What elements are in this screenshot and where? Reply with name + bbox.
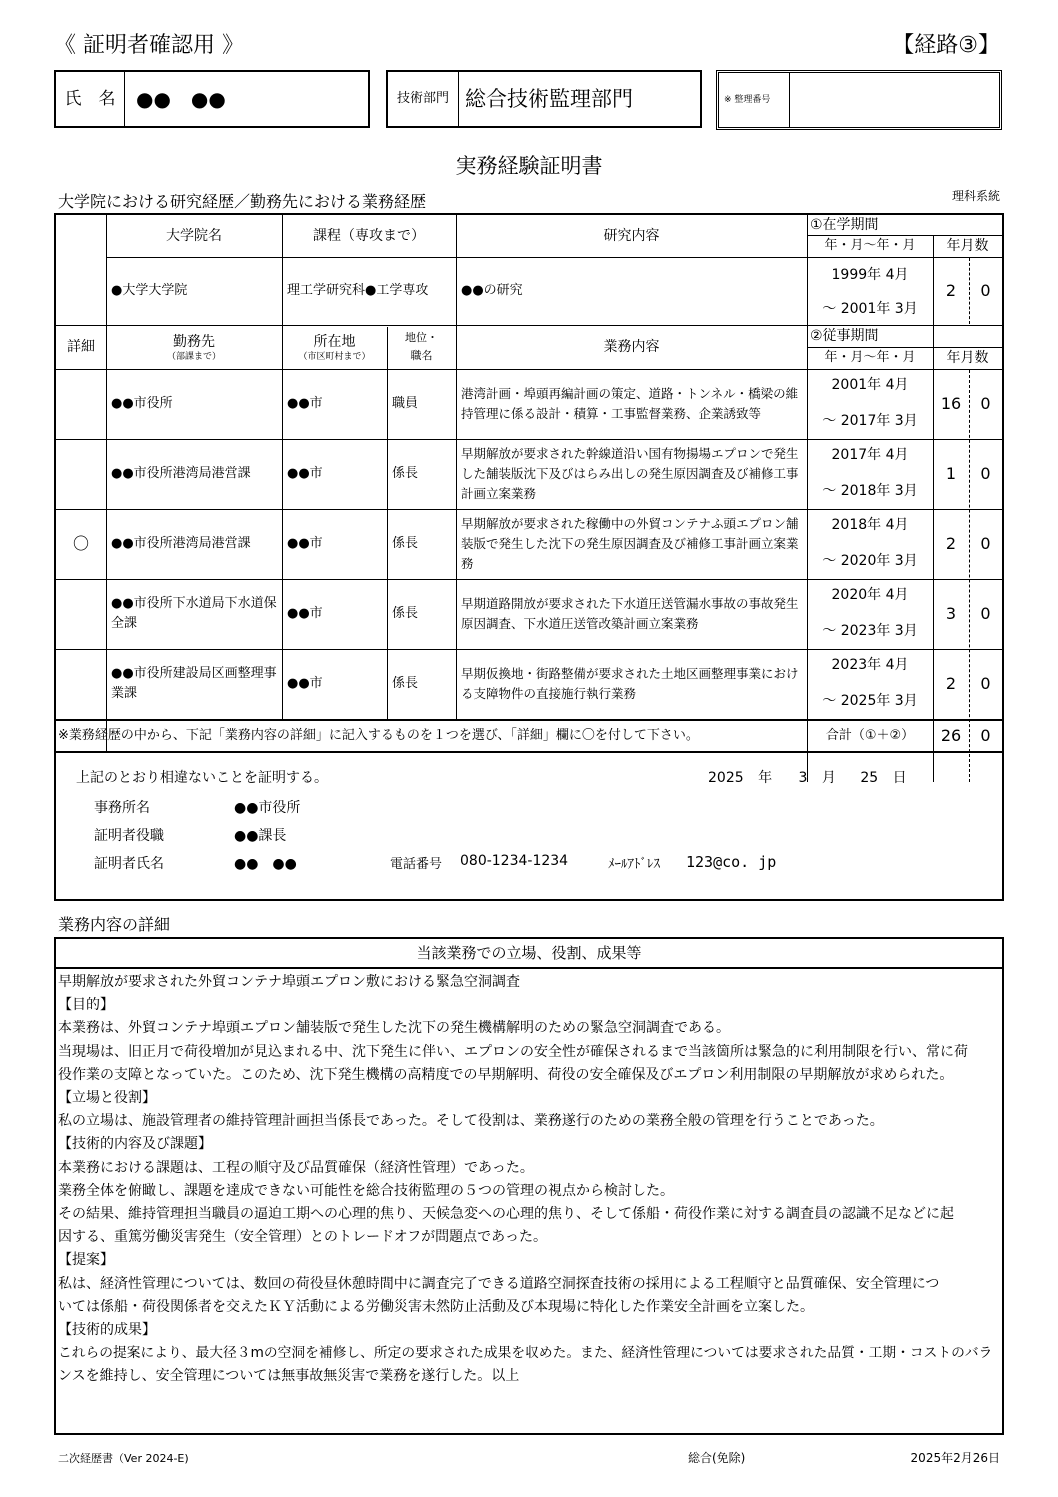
detail-line: ンスを維持し、安全管理については無事故無災害で業務を遂行した。以上 (58, 1368, 520, 1385)
work-row-position: 係長 (392, 676, 419, 691)
ref-box (716, 70, 1002, 130)
cert-office-value: ●●市役所 (234, 800, 301, 816)
univ-school: ●大学大学院 (111, 283, 188, 298)
univ-research: ●●の研究 (461, 283, 523, 298)
cert-name-value: ●● ●● (234, 856, 297, 872)
work-row-mark[interactable] (56, 439, 106, 509)
work-row-employer: ●●市役所建設局区画整理事業課 (111, 666, 277, 701)
cert-phone-value: 080-1234-1234 (460, 853, 569, 869)
footer-category: 総合(免除) (688, 1451, 746, 1465)
univ-period-title: ①在学期間 (810, 217, 879, 233)
detail-line: いては係船・荷役関係者を交えたＫＹ活動による労働災害未然防止活動及び本現場に特化した作業安全計画を立案した。 (58, 1298, 814, 1315)
work-row-months: 0 (980, 394, 991, 413)
work-row-to: ～ 2020年 3月 (822, 553, 918, 569)
footer-date: 2025年2月26日 (910, 1451, 1000, 1465)
work-row-months: 0 (980, 604, 991, 623)
work-location-header (282, 327, 387, 367)
work-row-content: 早期解放が要求された稼働中の外貿コンテナふ頭エプロン舗装版で発生した沈下の発生原因調査及び補修工事計画立案業務 (461, 516, 799, 571)
work-row-years: 2 (945, 534, 957, 553)
work-row-employer: ●●市役所港湾局港営課 (111, 466, 251, 481)
detail-line: 【立場と役割】 (58, 1090, 156, 1107)
field-type: 理科系統 (951, 189, 1000, 203)
work-row-employer: ●●市役所 (111, 396, 173, 411)
detail-line: 【目的】 (58, 997, 114, 1014)
work-row-position: 係長 (392, 606, 419, 621)
work-row-1 (56, 369, 1002, 439)
univ-from: 1999年 4月 (831, 267, 909, 283)
work-employer-label: 勤務先 (173, 333, 215, 350)
career-table (54, 213, 1004, 901)
work-row-mark[interactable] (56, 579, 106, 649)
work-row-location: ●●市 (287, 606, 323, 621)
cert-date-year-unit: 年 (758, 770, 773, 786)
work-location-note: （市区町村まで） (298, 351, 371, 362)
detail-line: 当現場は、旧正月で荷役増加が見込まれる中、沈下発生に伴い、エプロンの安全性が確保されるまで当該箇所は緊急的に利用制限を行い、常に荷 (58, 1043, 968, 1060)
work-period-title: ②従事期間 (810, 328, 879, 344)
univ-months: 0 (980, 281, 991, 300)
header-right-title: 【経路③】 (892, 33, 1000, 58)
work-row-from: 2001年 4月 (831, 377, 909, 393)
work-employer-header (106, 327, 282, 367)
cert-phone-label: 電話番号 (390, 857, 443, 872)
cert-date-day-unit: 日 (892, 770, 907, 786)
work-row-location: ●●市 (287, 536, 323, 551)
cert-role-value: ●●課長 (234, 828, 287, 844)
cert-mail-value: 123@co. jp (686, 853, 777, 871)
work-row-from: 2018年 4月 (831, 517, 909, 533)
work-employer-note: （部課まで） (166, 351, 221, 362)
cert-name-label: 証明者氏名 (94, 856, 164, 872)
name-box (54, 70, 370, 128)
work-position-header: 地位・ 職名 (405, 331, 438, 362)
work-row-months: 0 (980, 534, 991, 553)
univ-course-header: 課程（専攻まで） (313, 228, 425, 244)
work-row-from: 2020年 4月 (831, 587, 909, 603)
detail-line: 【技術的内容及び課題】 (58, 1136, 212, 1153)
work-row-months: 0 (980, 674, 991, 693)
detail-line: 本業務は、外貿コンテナ埠頭エプロン舗装版で発生した沈下の発生機構解明のための緊急空洞調査である。 (58, 1020, 730, 1037)
detail-line: 早期解放が要求された外貿コンテナ埠頭エプロン敷における緊急空洞調査 (58, 974, 520, 990)
detail-section-title: 業務内容の詳細 (58, 915, 171, 934)
work-row-content: 港湾計画・埠頭再編計画の策定、道路・トンネル・橋梁の維持管理に係る設計・積算・工事監督業務、企業誘致等 (461, 386, 799, 421)
section-title: 大学院における研究経歴／勤務先における業務経歴 (58, 192, 427, 211)
ref-label: ※ 整理番号 (724, 95, 771, 105)
dept-box (386, 70, 702, 128)
cert-date-month: 3 (798, 770, 808, 786)
cert-statement: 上記のとおり相違ないことを証明する。 (76, 770, 328, 786)
work-years-label: 年月数 (946, 350, 989, 366)
univ-to: ～ 2001年 3月 (822, 301, 918, 317)
work-row-mark[interactable] (56, 649, 106, 719)
detail-line: その結果、維持管理担当職員の逼迫工期への心理的焦り、天候急変への心理的焦り、そして係船・荷役作業に対する調査員の認識不足などに起 (58, 1206, 954, 1223)
detail-body (58, 971, 998, 1389)
univ-years-label: 年月数 (946, 238, 989, 254)
work-row-content: 早期仮換地・街路整備が要求された土地区画整理事業における支障物件の直接施行執行業務 (461, 666, 799, 701)
detail-line: 【提案】 (58, 1252, 114, 1269)
dept-label: 技術部門 (396, 91, 449, 106)
work-row-location: ●●市 (287, 676, 323, 691)
work-row-mark[interactable] (56, 369, 106, 439)
total-label: 合計（①＋②） (825, 728, 915, 743)
document-title: 実務経験証明書 (455, 154, 603, 178)
name-value: ●● ●● (136, 87, 226, 111)
detail-box (54, 937, 1004, 1435)
work-row-to: ～ 2018年 3月 (822, 483, 918, 499)
univ-school-header: 大学院名 (166, 228, 222, 244)
work-row-2 (56, 439, 1002, 509)
work-row-to: ～ 2023年 3月 (822, 623, 918, 639)
cert-date-day: 25 (860, 770, 879, 786)
total-months: 0 (980, 726, 991, 745)
work-content-header: 業務内容 (603, 339, 660, 355)
detail-line: これらの提案により、最大径３mの空洞を補修し、所定の要求された成果を収めた。また、経済性管理については要求された品質・工期・コストのバラ (58, 1345, 993, 1362)
work-row-employer: ●●市役所港湾局港営課 (111, 536, 251, 551)
work-row-to: ～ 2025年 3月 (822, 693, 918, 709)
detail-line: 業務全体を俯瞰し、課題を達成できない可能性を総合技術監理の５つの管理の視点から検討した。 (58, 1182, 674, 1199)
cert-mail-label: ﾒｰﾙｱﾄﾞﾚｽ (608, 857, 660, 872)
work-row-employer: ●●市役所下水道局下水道保全課 (111, 596, 277, 631)
cert-date-month-unit: 月 (821, 770, 836, 786)
work-row-position: 係長 (392, 536, 419, 551)
work-row-from: 2017年 4月 (831, 447, 909, 463)
cert-role-label: 証明者役職 (94, 828, 164, 844)
work-period-sub: 年・月～年・月 (824, 350, 916, 365)
work-location-label: 所在地 (313, 333, 356, 350)
univ-period-sub: 年・月～年・月 (824, 238, 916, 253)
detail-line: 私は、経済性管理については、数回の荷役昼休憩時間中に調査完了できる道路空洞探査技術の採用による工程順守と品質確保、安全管理につ (58, 1275, 940, 1292)
univ-research-header: 研究内容 (603, 228, 660, 244)
work-row-location: ●●市 (287, 466, 323, 481)
work-row-years: 3 (945, 604, 957, 623)
work-row-position: 職員 (392, 396, 419, 411)
univ-course: 理工学研究科●工学専攻 (287, 283, 429, 298)
work-row-4 (56, 579, 1002, 649)
cert-date-year: 2025 (708, 770, 744, 786)
univ-years: 2 (945, 281, 957, 300)
work-detail-header: 詳細 (67, 339, 95, 355)
work-row-3 (56, 509, 1002, 579)
work-row-years: 16 (940, 394, 962, 413)
dept-value: 総合技術監理部門 (465, 87, 633, 111)
work-row-years: 2 (945, 674, 957, 693)
detail-line: 【技術的成果】 (58, 1322, 156, 1339)
cert-date (708, 767, 907, 787)
work-row-to: ～ 2017年 3月 (822, 413, 918, 429)
work-row-content: 早期道路開放が要求された下水道圧送管漏水事故の事故発生原因調査、下水道圧送管改築計画立案業務 (461, 596, 799, 631)
work-row-content: 早期解放が要求された幹線道沿い国有物揚場エプロンで発生した舗装版沈下及びはらみ出しの発生原因調査及び補修工事計画立案業務 (461, 446, 799, 501)
work-row-years: 1 (945, 464, 957, 483)
total-years: 26 (940, 726, 962, 745)
work-row-months: 0 (980, 464, 991, 483)
detail-line: 因する、重篤労働災害発生（安全管理）とのトレードオフが問題点であった。 (58, 1229, 548, 1246)
detail-box-header: 当該業務での立場、役割、成果等 (416, 944, 642, 962)
detail-line: 私の立場は、施設管理者の維持管理計画担当係長であった。そして役割は、業務遂行のための業務全般の管理を行うことであった。 (58, 1113, 884, 1130)
work-row-from: 2023年 4月 (831, 657, 909, 673)
work-row-5 (56, 649, 1002, 719)
detail-line: 本業務における課題は、工程の順守及び品質確保（経済性管理）であった。 (58, 1159, 534, 1176)
name-label: 氏 名 (64, 89, 116, 109)
work-row-mark[interactable]: 〇 (72, 534, 89, 553)
cert-office-label: 事務所名 (94, 800, 150, 816)
footer-form-name: 二次経歴書（Ver 2024-E) (58, 1452, 189, 1465)
header-left-title: 《 証明者確認用 》 (54, 33, 244, 58)
ref-value[interactable] (791, 73, 991, 127)
work-row-position: 係長 (392, 466, 419, 481)
work-row-location: ●●市 (287, 396, 323, 411)
selection-note: ※業務経歴の中から、下記「業務内容の詳細」に記入するものを１つを選び、「詳細」欄に〇を付して下さい。 (58, 728, 699, 743)
detail-line: 役作業の支障となっていた。このため、沈下発生機構の高精度での早期解明、荷役の安全確保及びエプロン利用制限の早期解放が求められた。 (58, 1066, 954, 1083)
